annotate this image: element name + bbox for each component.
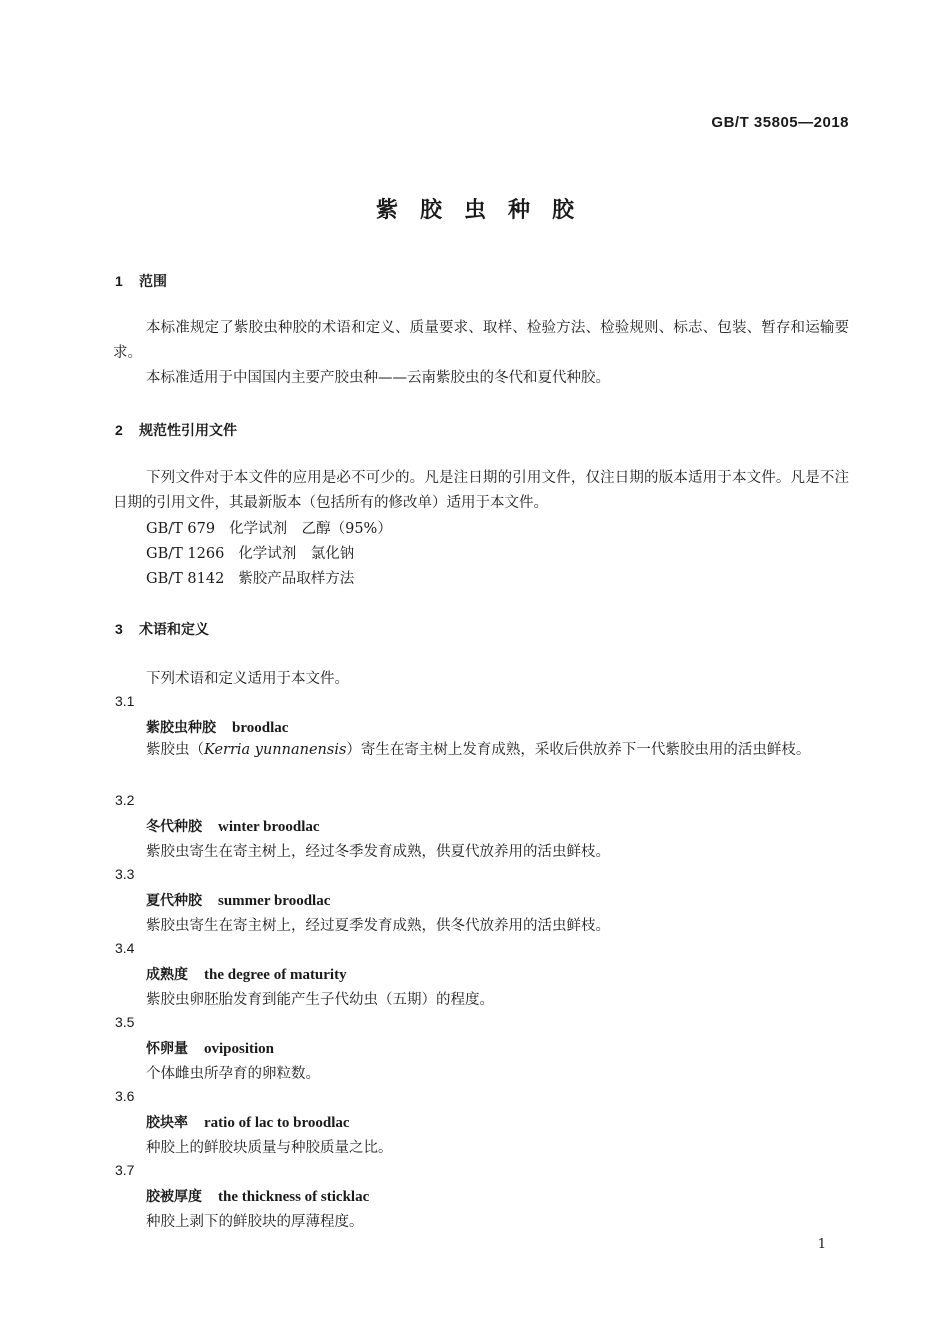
definition-text: 紫胶虫（ xyxy=(146,742,204,758)
term-entry xyxy=(146,964,347,984)
section-number: 1 xyxy=(115,273,123,289)
term-chinese: 紫胶虫种胶 xyxy=(146,720,216,736)
term-entry xyxy=(146,816,320,836)
clause-number: 3.3 xyxy=(115,866,135,882)
term-english: oviposition xyxy=(204,1041,275,1057)
reference-item xyxy=(146,542,354,563)
clause-number: 3.4 xyxy=(115,940,135,956)
reference-item xyxy=(146,517,392,538)
clause-number: 3.1 xyxy=(115,693,135,709)
section-3-heading xyxy=(115,619,209,639)
reference-title: 化学试剂 氯化钠 xyxy=(238,546,355,562)
reference-title: 紫胶产品取样方法 xyxy=(238,571,355,587)
reference-item xyxy=(146,567,354,588)
term-chinese: 怀卵量 xyxy=(146,1041,188,1057)
term-chinese: 胶块率 xyxy=(146,1115,188,1131)
section-3-intro: 下列术语和定义适用于本文件。 xyxy=(146,671,349,687)
term-english: the degree of maturity xyxy=(204,967,347,983)
section-1-paragraph-1: 本标准规定了紫胶虫种胶的术语和定义、质量要求、取样、检验方法、检验规则、标志、包装、暂存和运输要求。 xyxy=(113,320,849,361)
page-number: 1 xyxy=(817,1237,826,1252)
term-english: summer broodlac xyxy=(218,893,331,909)
term-definition: 个体雌虫所孕育的卵粒数。 xyxy=(146,1066,320,1082)
standard-code: GB/T 35805—2018 xyxy=(711,114,849,131)
term-entry xyxy=(146,717,288,737)
term-english: ratio of lac to broodlac xyxy=(204,1115,350,1131)
reference-code: GB/T 1266 xyxy=(146,546,225,562)
section-title: 规范性引用文件 xyxy=(139,423,237,439)
reference-code: GB/T 8142 xyxy=(146,571,225,587)
clause-number: 3.2 xyxy=(115,792,135,808)
section-number: 3 xyxy=(115,621,123,637)
term-english: the thickness of sticklac xyxy=(218,1189,370,1205)
section-1-paragraph-2: 本标准适用于中国国内主要产胶虫种——云南紫胶虫的冬代和夏代种胶。 xyxy=(146,370,610,386)
species-name: Kerria yunnanensis xyxy=(204,742,347,758)
reference-code: GB/T 679 xyxy=(146,521,216,537)
term-chinese: 胶被厚度 xyxy=(146,1189,202,1205)
clause-number: 3.5 xyxy=(115,1014,135,1030)
term-chinese: 夏代种胶 xyxy=(146,893,202,909)
term-definition xyxy=(113,738,849,763)
term-definition: 紫胶虫寄生在寄主树上，经过冬季发育成熟，供夏代放养用的活虫鲜枝。 xyxy=(146,844,610,860)
term-chinese: 冬代种胶 xyxy=(146,819,202,835)
term-english: broodlac xyxy=(232,720,289,736)
section-1-heading xyxy=(115,271,167,291)
term-definition: 紫胶虫卵胚胎发育到能产生子代幼虫（五期）的程度。 xyxy=(146,992,494,1008)
section-2-intro: 下列文件对于本文件的应用是必不可少的。凡是注日期的引用文件，仅注日期的版本适用于本文件。凡是不注日期的引用文件，其最新版本（包括所有的修改单）适用于本文件。 xyxy=(113,470,849,511)
term-entry xyxy=(146,1186,369,1206)
clause-number: 3.6 xyxy=(115,1088,135,1104)
term-definition: 种胶上剥下的鲜胶块的厚薄程度。 xyxy=(146,1214,364,1230)
term-definition: 种胶上的鲜胶块质量与种胶质量之比。 xyxy=(146,1140,393,1156)
section-number: 2 xyxy=(115,422,123,438)
section-title: 范围 xyxy=(139,274,167,290)
term-entry xyxy=(146,890,330,910)
clause-number: 3.7 xyxy=(115,1162,135,1178)
definition-text: ）寄生在寄主树上发育成熟，采收后供放养下一代紫胶虫用的活虫鲜枝。 xyxy=(346,742,811,758)
document-title: 紫胶虫种胶 xyxy=(375,198,596,223)
term-english: winter broodlac xyxy=(218,819,320,835)
term-definition: 紫胶虫寄生在寄主树上，经过夏季发育成熟，供冬代放养用的活虫鲜枝。 xyxy=(146,918,610,934)
term-chinese: 成熟度 xyxy=(146,967,188,983)
section-2-heading xyxy=(115,420,237,440)
reference-title: 化学试剂 乙醇（95%） xyxy=(229,521,392,537)
section-title: 术语和定义 xyxy=(139,622,209,638)
term-entry xyxy=(146,1038,274,1058)
term-entry xyxy=(146,1112,350,1132)
